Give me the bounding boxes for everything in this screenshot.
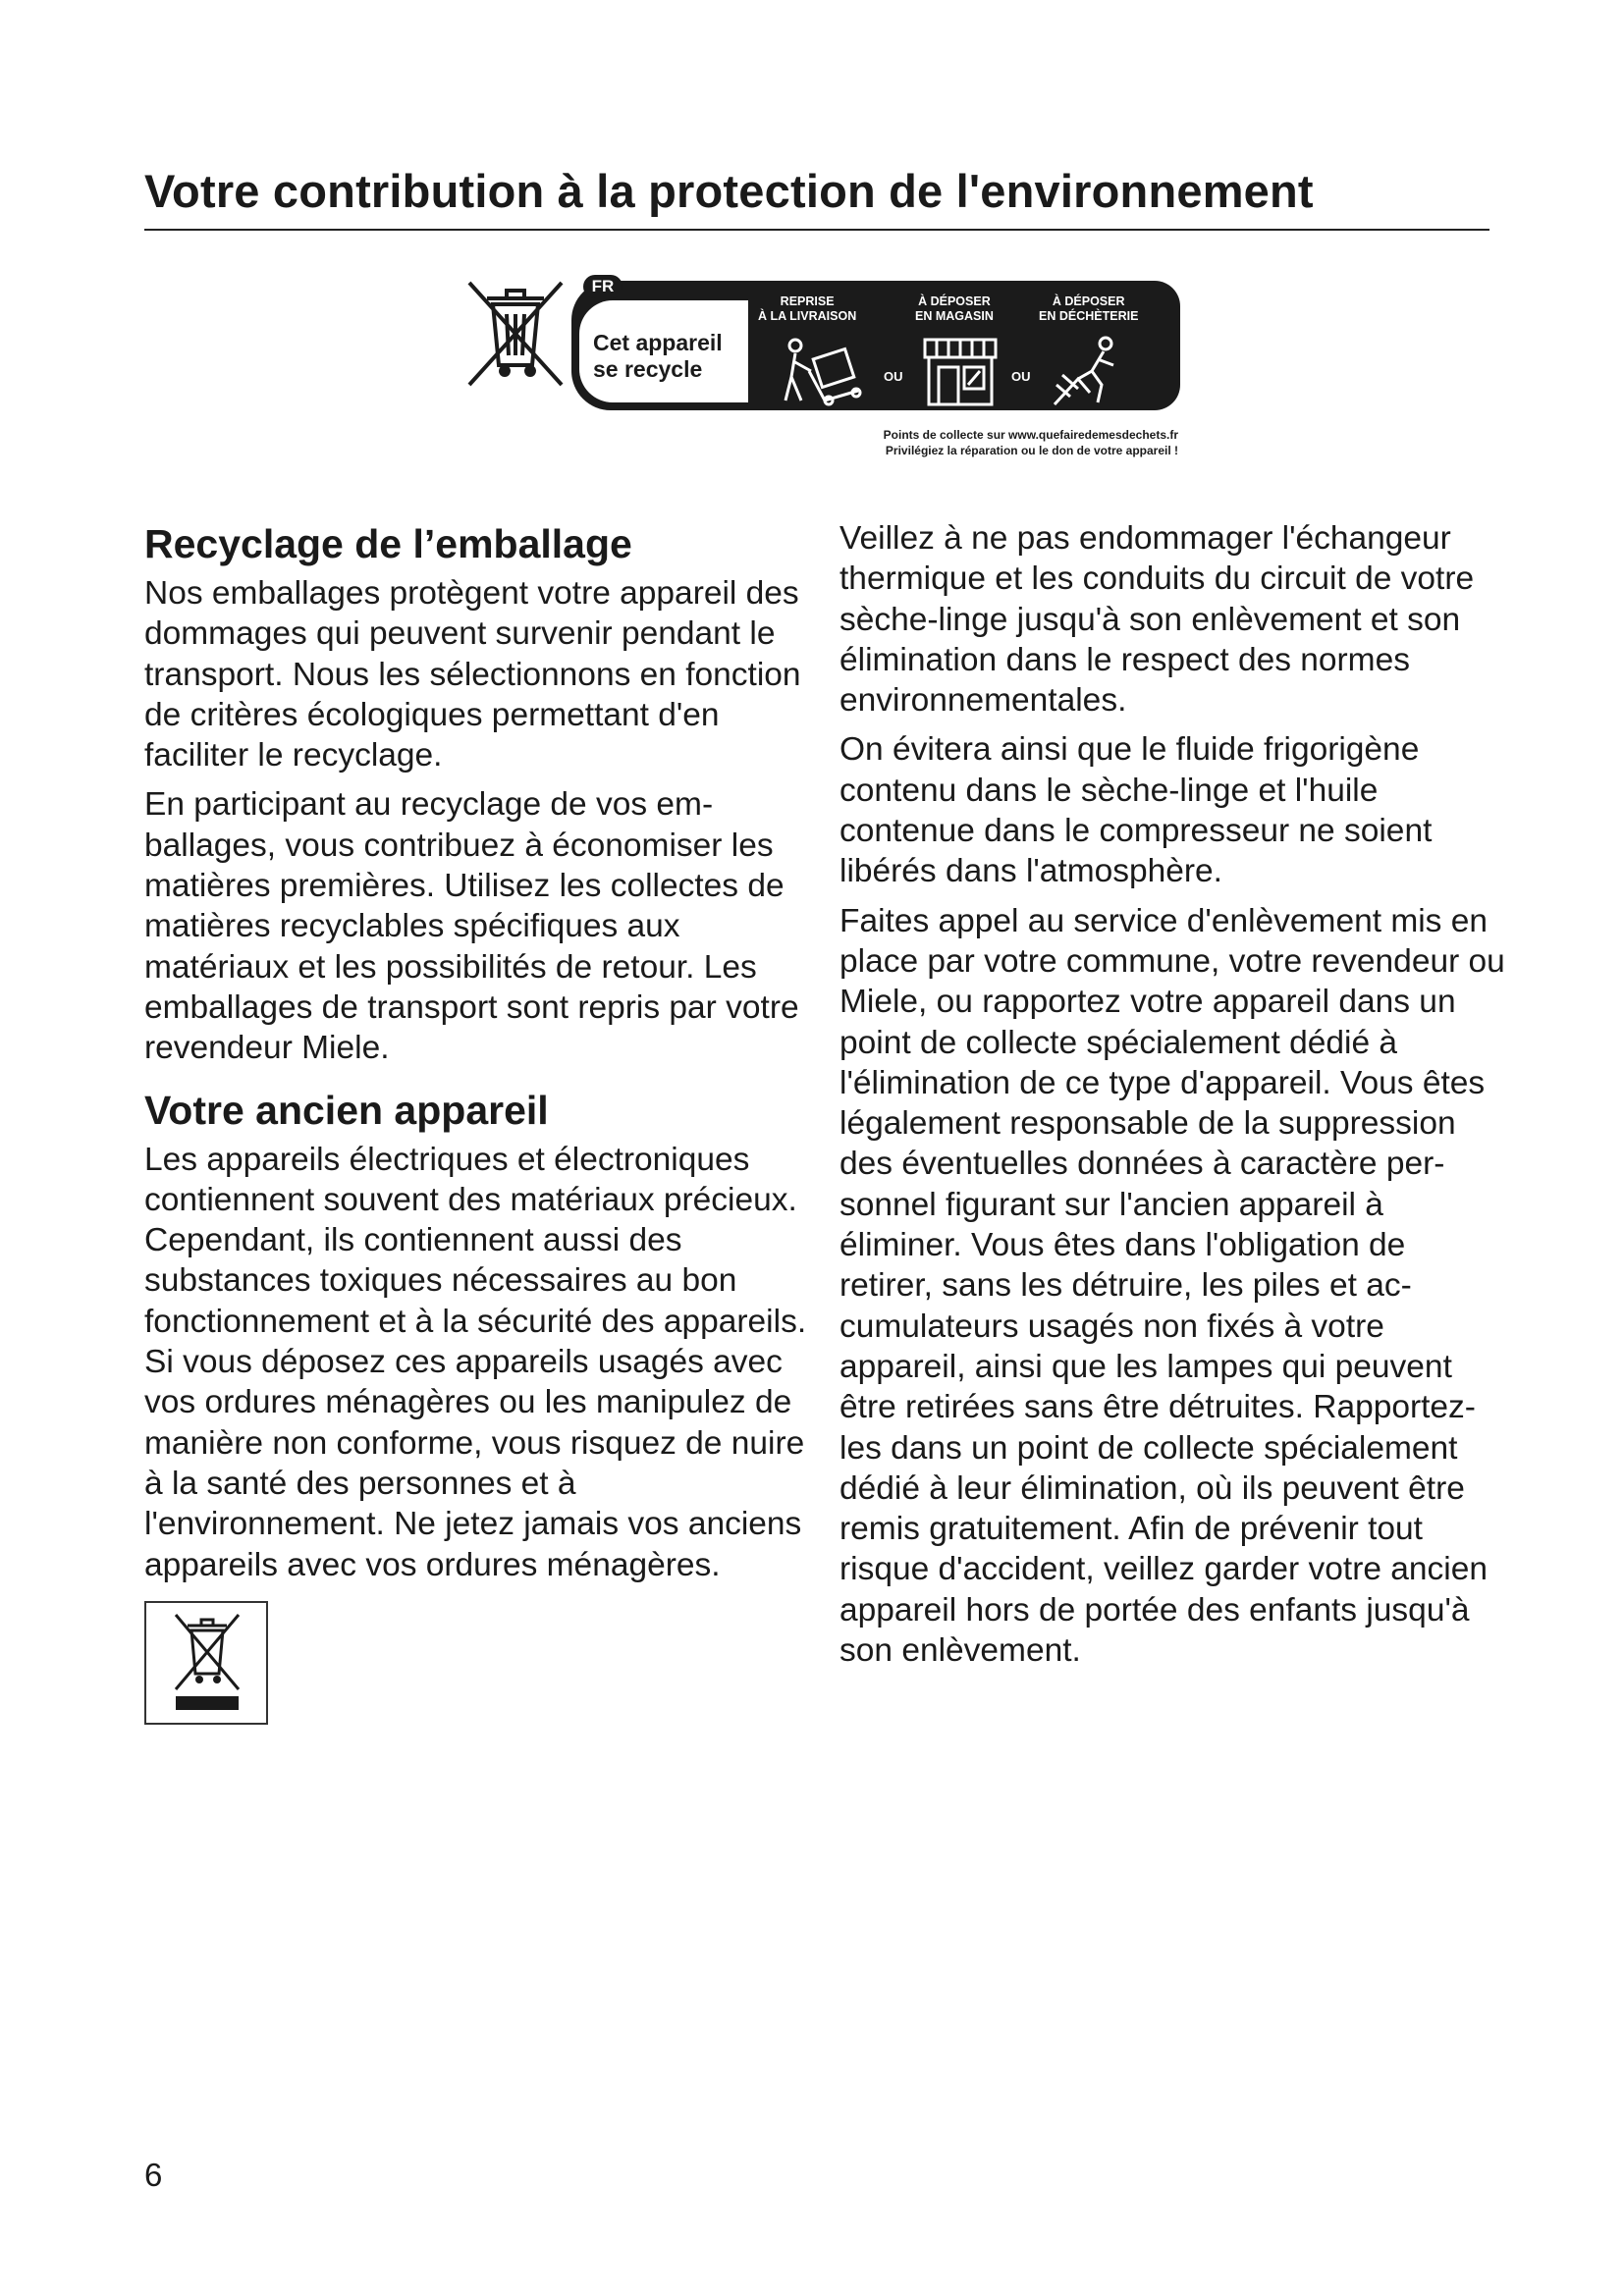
option-dump-line2: EN DÉCHÈTERIE (1039, 309, 1139, 323)
option-delivery-label (758, 294, 856, 324)
paragraph: En participant au recyclage de vos emballages, vous contribuez à économiser les matières premières. Utilisez les collectes de matières recyclables spécifiques aux matériaux et les possibilités de retour. Les emballages de transport sont repris par votre revendeur Miele. (144, 786, 799, 1067)
left-column (144, 518, 812, 1725)
page-number: 6 (144, 2157, 163, 2193)
triman-logo (461, 275, 1188, 471)
delivery-person-icon (778, 336, 876, 408)
option-dump-label (1039, 294, 1138, 324)
paragraph: Faites appel au service d'enlèvement mis en place par votre commune, votre revendeur ou Miele, ou rapportez votre appareil dans un point de collecte spécialement dédié à l'élimination de ce type d'appareil. Vous êtes légalement responsable de la suppression des éventuelles données à caractère personnel figurant sur l'ancien appareil à éliminer. Vous êtes dans l'obligation de retirer, sans les détruire, les piles et accumulateurs usagés non fixés à votre appareil, ainsi que les lampes qui peuvent être retirées sans être détruites. Rapportez-les dans un point de collecte spécialement dédié à leur élimination, où ils peuvent être remis gratuitement. Afin de prévenir tout risque d'accident, veillez garder votre ancien appareil hors de portée des enfants jusqu'à son enlèvement. (839, 902, 1505, 1670)
recycle-label-line1: Cet appareil (593, 330, 723, 355)
page-title: Votre contribution à la protection de l'environnement (144, 165, 1314, 217)
store-icon (921, 336, 1000, 408)
weee-symbol (144, 1601, 268, 1725)
right-column (839, 518, 1507, 1680)
paragraph: Les appareils électriques et électroniques contiennent souvent des matériaux précieux. Cependant, ils contiennent aussi des substances toxiques nécessaires au bon fonctionnement et à la sécurité des appareils. Si vous déposez ces appareils usagés avec vos ordures ménagères ou les manipulez de manière non conforme, vous risquez de nuire à la santé des personnes et à l'environnement. Ne jetez jamais vos anciens appareils avec vos ordures ménagères. (144, 1141, 807, 1583)
option-store-line2: EN MAGASIN (915, 309, 994, 323)
collection-points-note: Points de collecte sur www.quefairedemesdechets.fr (883, 428, 1178, 442)
option-delivery-line1: REPRISE (780, 294, 835, 308)
weee-bar (176, 1696, 239, 1710)
section-heading-packaging: Recyclage de l’emballage (144, 521, 632, 566)
paragraph: On évitera ainsi que le fluide frigorigène contenu dans le sèche-linge et l'huile contenue dans le compresseur ne soient libérés dans l'atmosphère. (839, 731, 1433, 890)
repair-note: Privilégiez la réparation ou le don de votre appareil ! (885, 444, 1178, 457)
option-delivery-line2: À LA LIVRAISON (758, 309, 857, 323)
recycling-center-icon (1049, 336, 1127, 408)
country-badge: FR (583, 275, 623, 298)
crossed-bin-icon (461, 275, 569, 393)
option-dump-line1: À DÉPOSER (1052, 294, 1125, 308)
or-separator-2: OU (1011, 369, 1031, 384)
paragraph: Veillez à ne pas endommager l'échangeur thermique et les conduits du circuit de votre sèche-linge jusqu'à son enlèvement et son élimination dans le respect des normes environnementales. (839, 520, 1475, 720)
title-divider (144, 229, 1489, 231)
option-store-label (915, 294, 994, 324)
section-heading-old-appliance: Votre ancien appareil (144, 1087, 549, 1133)
paragraph: Nos emballages protègent votre appareil des dommages qui peuvent survenir pendant le transport. Nous les sélectionnons en fonction de critères écologiques permettant d'en faciliter le recyclage. (144, 575, 801, 774)
crossed-bin-icon (172, 1611, 243, 1693)
or-separator-1: OU (884, 369, 903, 384)
recycle-label-line2: se recycle (593, 356, 703, 382)
triman-footer (766, 427, 1178, 458)
option-store-line1: À DÉPOSER (918, 294, 991, 308)
recycle-label (593, 330, 740, 383)
